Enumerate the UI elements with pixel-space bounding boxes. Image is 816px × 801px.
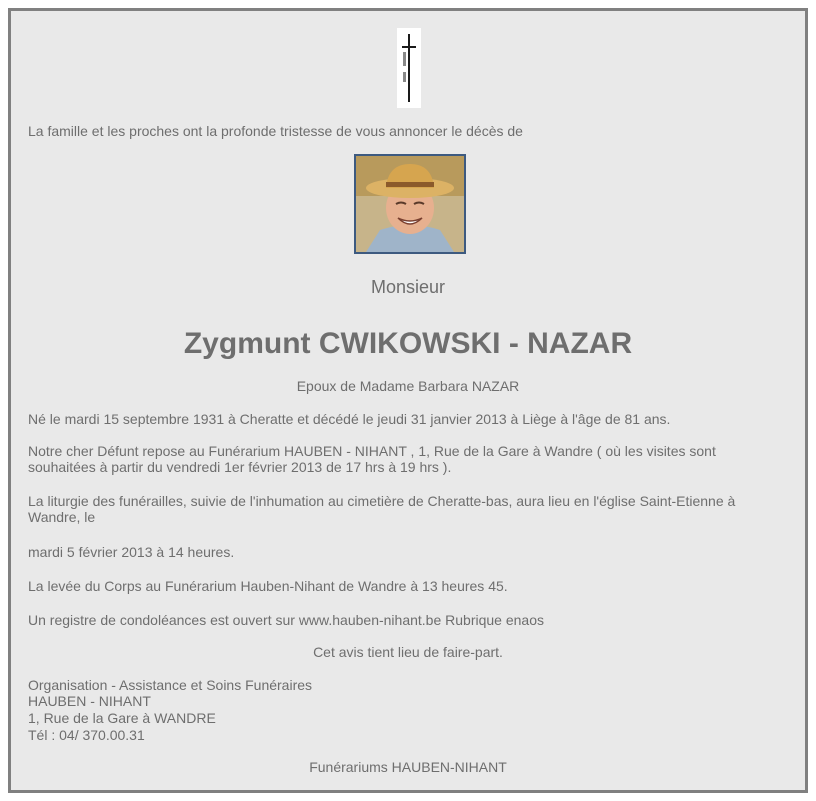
- civility: Monsieur: [370, 277, 446, 297]
- intro-text: La famille et les proches ont la profonde tristesse de vous annoncer le décès de: [28, 123, 523, 139]
- footer-signature: Funérariums HAUBEN-NIHANT: [309, 759, 507, 775]
- portrait-photo: [354, 154, 466, 254]
- liturgy-line-2: Wandre, le: [28, 509, 96, 525]
- death-notice-card: [8, 8, 808, 793]
- rest-line-1: Notre cher Défunt repose au Funérarium HAUBEN - NIHANT , 1, Rue de la Gare à Wandre ( où les visites sont: [28, 443, 716, 459]
- org-line-3: 1, Rue de la Gare à WANDRE: [28, 710, 216, 726]
- rest-line-2: souhaitées à partir du vendredi 1er février 2013 de 17 hrs à 19 hrs ).: [28, 459, 452, 475]
- birth-death-text: Né le mardi 15 septembre 1931 à Cheratte et décédé le jeudi 31 janvier 2013 à Liège à l'âge de 81 ans.: [28, 411, 671, 427]
- condolence-register-text: Un registre de condoléances est ouvert sur www.hauben-nihant.be Rubrique enaos: [28, 612, 544, 628]
- cross-icon: [397, 28, 421, 108]
- deceased-name: Zygmunt CWIKOWSKI - NAZAR: [183, 327, 633, 360]
- org-line-4: Tél : 04/ 370.00.31: [28, 727, 145, 743]
- liturgy-line-1: La liturgie des funérailles, suivie de l'inhumation au cimetière de Cheratte-bas, aura lieu en l'église Saint-Etienne à: [28, 493, 736, 509]
- service-date: mardi 5 février 2013 à 14 heures.: [28, 544, 235, 560]
- faire-part-text: Cet avis tient lieu de faire-part.: [313, 644, 503, 660]
- org-line-1: Organisation - Assistance et Soins Funéraires: [28, 677, 313, 693]
- levee-text: La levée du Corps au Funérarium Hauben-Nihant de Wandre à 13 heures 45.: [28, 578, 508, 594]
- org-line-2: HAUBEN - NIHANT: [28, 693, 151, 709]
- spouse-line: Epoux de Madame Barbara NAZAR: [296, 378, 520, 394]
